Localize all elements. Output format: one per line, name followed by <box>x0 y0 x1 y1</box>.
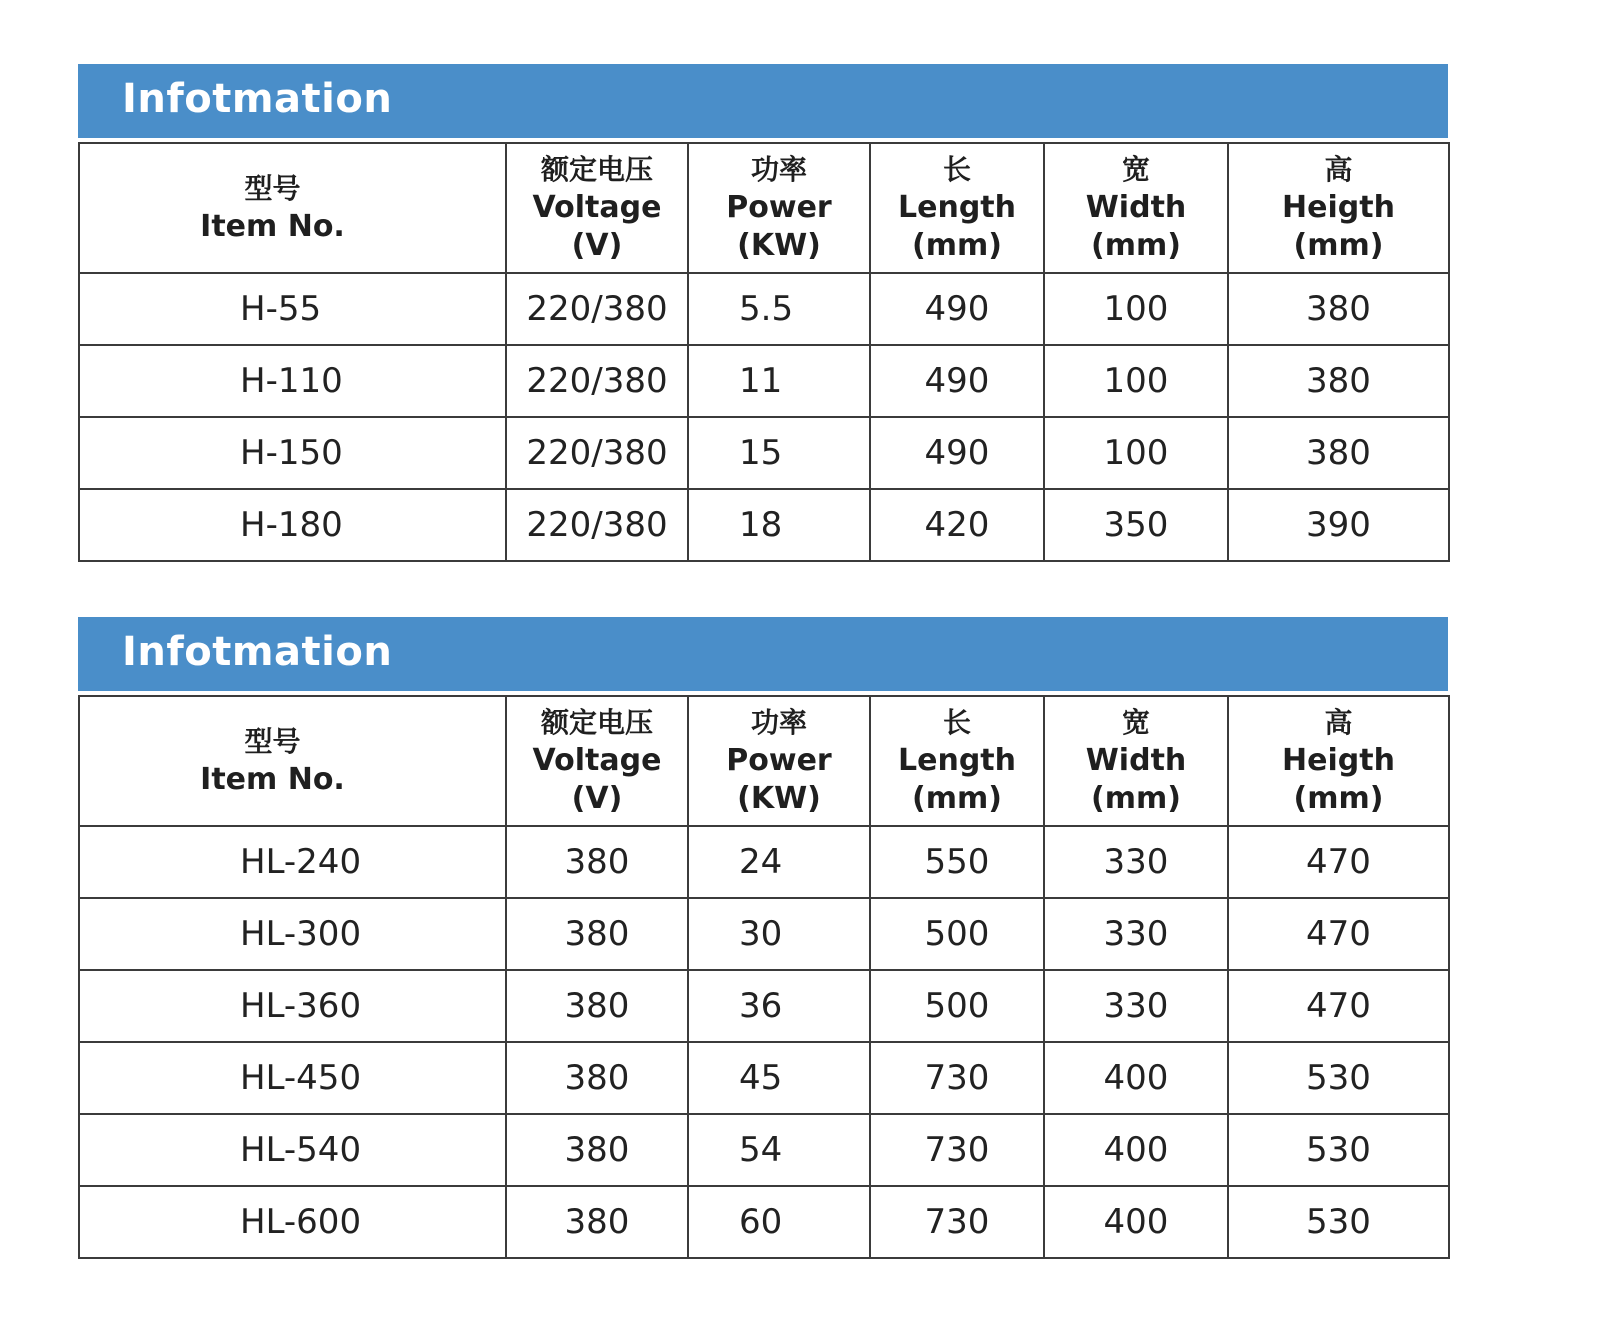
cell-power: 30 <box>688 898 870 970</box>
table-row <box>79 273 1449 345</box>
cell-item-no: HL-540 <box>79 1114 506 1186</box>
table-row <box>79 345 1449 417</box>
cell-height: 380 <box>1228 273 1449 345</box>
column-header-width: 宽 Width (mm) <box>1044 143 1228 273</box>
cell-height: 390 <box>1228 489 1449 561</box>
column-header-height: 高 Heigth (mm) <box>1228 143 1449 273</box>
cell-power: 24 <box>688 826 870 898</box>
section-banner <box>78 617 1448 695</box>
cell-height: 530 <box>1228 1042 1449 1114</box>
cell-width: 100 <box>1044 417 1228 489</box>
cell-power: 11 <box>688 345 870 417</box>
table-row <box>79 417 1449 489</box>
cell-height: 380 <box>1228 417 1449 489</box>
cell-voltage: 220/380 <box>506 417 688 489</box>
cell-power: 18 <box>688 489 870 561</box>
table-row <box>79 489 1449 561</box>
cell-item-no: HL-450 <box>79 1042 506 1114</box>
cell-length: 730 <box>870 1042 1044 1114</box>
cell-power: 5.5 <box>688 273 870 345</box>
cell-power: 60 <box>688 1186 870 1258</box>
cell-width: 400 <box>1044 1042 1228 1114</box>
section-banner <box>78 64 1448 142</box>
cell-length: 730 <box>870 1186 1044 1258</box>
cell-width: 330 <box>1044 898 1228 970</box>
section-title: Infotmation <box>122 629 393 675</box>
cell-width: 330 <box>1044 826 1228 898</box>
column-header-item-no: 型号 Item No. <box>79 143 506 273</box>
table-header-row <box>79 143 1449 273</box>
cell-voltage: 380 <box>506 898 688 970</box>
spec-table <box>78 695 1450 1259</box>
cell-length: 490 <box>870 273 1044 345</box>
cell-item-no: HL-240 <box>79 826 506 898</box>
table-row <box>79 898 1449 970</box>
cell-voltage: 380 <box>506 1186 688 1258</box>
column-header-width: 宽 Width (mm) <box>1044 696 1228 826</box>
table-row <box>79 1114 1449 1186</box>
table-row <box>79 970 1449 1042</box>
cell-item-no: H-150 <box>79 417 506 489</box>
cell-voltage: 220/380 <box>506 345 688 417</box>
cell-height: 470 <box>1228 826 1449 898</box>
column-header-item-no: 型号 Item No. <box>79 696 506 826</box>
cell-height: 530 <box>1228 1114 1449 1186</box>
cell-power: 54 <box>688 1114 870 1186</box>
column-header-length: 长 Length (mm) <box>870 696 1044 826</box>
cell-power: 15 <box>688 417 870 489</box>
table-row <box>79 1042 1449 1114</box>
column-header-voltage: 额定电压 Voltage (V) <box>506 143 688 273</box>
cell-item-no: H-110 <box>79 345 506 417</box>
column-header-voltage: 额定电压 Voltage (V) <box>506 696 688 826</box>
cell-height: 380 <box>1228 345 1449 417</box>
cell-voltage: 380 <box>506 826 688 898</box>
spec-table <box>78 142 1450 562</box>
cell-power: 45 <box>688 1042 870 1114</box>
cell-item-no: H-180 <box>79 489 506 561</box>
cell-voltage: 380 <box>506 970 688 1042</box>
section-title: Infotmation <box>122 76 393 122</box>
cell-height: 530 <box>1228 1186 1449 1258</box>
column-header-power: 功率 Power (KW) <box>688 696 870 826</box>
cell-length: 490 <box>870 345 1044 417</box>
cell-width: 350 <box>1044 489 1228 561</box>
spec-table-block-2 <box>78 617 1448 1259</box>
cell-width: 100 <box>1044 273 1228 345</box>
column-header-length: 长 Length (mm) <box>870 143 1044 273</box>
cell-length: 550 <box>870 826 1044 898</box>
cell-length: 490 <box>870 417 1044 489</box>
cell-width: 400 <box>1044 1114 1228 1186</box>
cell-item-no: HL-360 <box>79 970 506 1042</box>
cell-voltage: 220/380 <box>506 273 688 345</box>
cell-voltage: 380 <box>506 1042 688 1114</box>
cell-voltage: 380 <box>506 1114 688 1186</box>
cell-item-no: H-55 <box>79 273 506 345</box>
cell-height: 470 <box>1228 970 1449 1042</box>
table-row <box>79 1186 1449 1258</box>
column-header-power: 功率 Power (KW) <box>688 143 870 273</box>
spec-table-block-1 <box>78 64 1448 562</box>
cell-width: 400 <box>1044 1186 1228 1258</box>
cell-length: 500 <box>870 898 1044 970</box>
cell-item-no: HL-300 <box>79 898 506 970</box>
cell-length: 730 <box>870 1114 1044 1186</box>
cell-width: 330 <box>1044 970 1228 1042</box>
cell-length: 500 <box>870 970 1044 1042</box>
column-header-height: 高 Heigth (mm) <box>1228 696 1449 826</box>
cell-item-no: HL-600 <box>79 1186 506 1258</box>
cell-length: 420 <box>870 489 1044 561</box>
cell-width: 100 <box>1044 345 1228 417</box>
cell-voltage: 220/380 <box>506 489 688 561</box>
table-row <box>79 826 1449 898</box>
cell-height: 470 <box>1228 898 1449 970</box>
table-header-row <box>79 696 1449 826</box>
cell-power: 36 <box>688 970 870 1042</box>
